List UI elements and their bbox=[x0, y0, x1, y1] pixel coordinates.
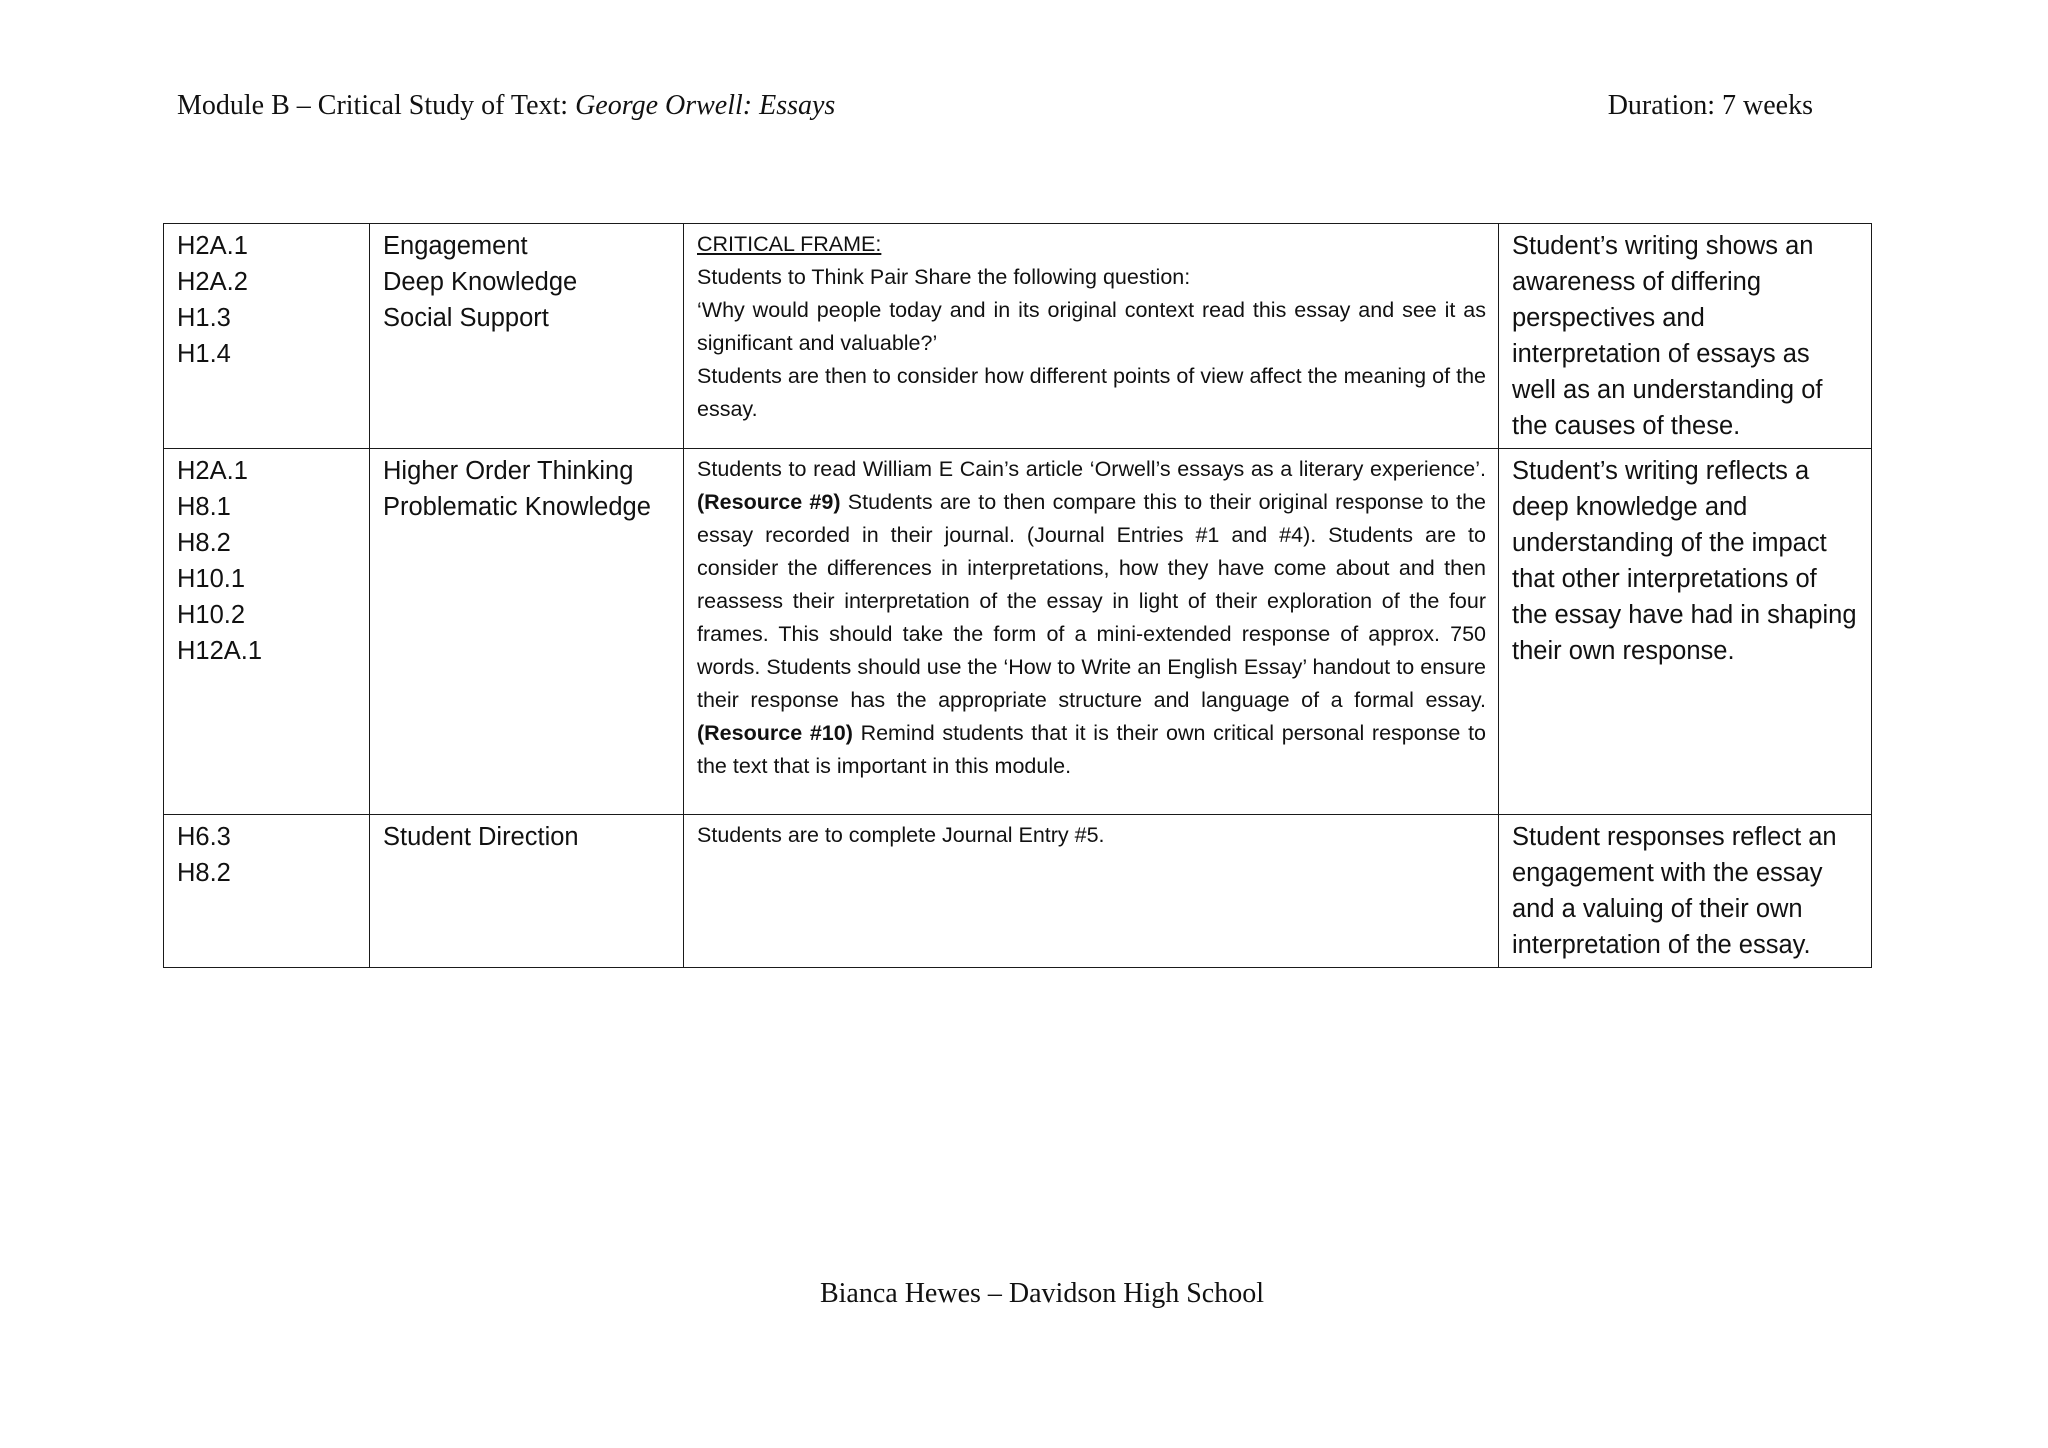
outcomes-cell bbox=[164, 815, 370, 968]
outcome-code: H2A.1 bbox=[177, 457, 248, 485]
assessment-cell bbox=[1499, 449, 1872, 815]
outcomes-cell bbox=[164, 449, 370, 815]
outcomes-cell bbox=[164, 224, 370, 449]
qt-element: Problematic Knowledge bbox=[383, 493, 651, 521]
outcome-code: H2A.1 bbox=[177, 232, 248, 260]
duration-label: Duration: 7 weeks bbox=[1607, 90, 1813, 121]
qt-element: Social Support bbox=[383, 304, 549, 332]
activity-text: Students to Think Pair Share the following question: bbox=[697, 265, 1191, 289]
activity-cell bbox=[684, 224, 1499, 449]
outcome-code: H1.4 bbox=[177, 340, 231, 368]
activity-cell bbox=[684, 815, 1499, 968]
qt-elements-cell bbox=[370, 449, 684, 815]
table-row bbox=[164, 224, 1872, 449]
qt-element: Higher Order Thinking bbox=[383, 457, 634, 485]
text-title: George Orwell: Essays bbox=[575, 90, 836, 121]
module-title-text: Module B – Critical Study of Text: bbox=[177, 90, 576, 121]
outcome-code: H10.2 bbox=[177, 601, 246, 629]
qt-elements-cell bbox=[370, 815, 684, 968]
page-footer bbox=[0, 1276, 2048, 1312]
outcome-code: H6.3 bbox=[177, 823, 231, 851]
outcome-code: H8.2 bbox=[177, 859, 231, 887]
critical-frame-heading: CRITICAL FRAME: bbox=[697, 232, 882, 256]
table-row bbox=[164, 449, 1872, 815]
assessment-cell bbox=[1499, 224, 1872, 449]
resource-reference: (Resource #10) bbox=[697, 721, 853, 745]
outcome-code: H12A.1 bbox=[177, 637, 263, 665]
activity-question: ‘Why would people today and in its original context read this essay and see it as significant and valuable?’ bbox=[697, 298, 1486, 355]
assessment-text: Student’s writing shows an awareness of differing perspectives and interpretation of essays as well as an understanding of the causes of these. bbox=[1512, 232, 1823, 440]
activity-text: Remind students that it is their own critical personal response to the text that is important in this module. bbox=[697, 721, 1486, 778]
assessment-text: Student responses reflect an engagement with the essay and a valuing of their own interpretation of the essay. bbox=[1512, 823, 1837, 959]
page-header bbox=[177, 88, 1813, 128]
assessment-cell bbox=[1499, 815, 1872, 968]
table-row bbox=[164, 815, 1872, 968]
module-title bbox=[177, 88, 835, 124]
qt-element: Deep Knowledge bbox=[383, 268, 578, 296]
author-school: Bianca Hewes – Davidson High School bbox=[819, 1278, 1265, 1309]
assessment-text: Student’s writing reflects a deep knowledge and understanding of the impact that other interpretations of the essay have had in shaping their own response. bbox=[1512, 457, 1857, 665]
unit-plan-table bbox=[163, 223, 1872, 968]
outcome-code: H2A.2 bbox=[177, 268, 248, 296]
qt-element: Engagement bbox=[383, 232, 528, 260]
activity-text: Students are then to consider how different points of view affect the meaning of the essay. bbox=[697, 364, 1486, 421]
outcome-code: H8.2 bbox=[177, 529, 231, 557]
qt-element: Student Direction bbox=[383, 823, 579, 851]
activity-text: Students to read William E Cain’s article ‘Orwell’s essays as a literary experience’. bbox=[697, 457, 1486, 481]
outcome-code: H8.1 bbox=[177, 493, 231, 521]
outcome-code: H1.3 bbox=[177, 304, 231, 332]
qt-elements-cell bbox=[370, 224, 684, 449]
activity-cell bbox=[684, 449, 1499, 815]
activity-text: Students are to then compare this to their original response to the essay recorded in their journal. (Journal Entries #1 and #4). Students are to consider the differences in interpretations, how they have come about and then reassess their interpretation of the essay in light of their exploration of the four frames. This should take the form of a mini-extended response of approx. 750 words. Students should use the ‘How to Write an English Essay’ handout to ensure their response has the appropriate structure and language of a formal essay. bbox=[697, 490, 1487, 712]
resource-reference: (Resource #9) bbox=[697, 490, 841, 514]
activity-text: Students are to complete Journal Entry #5. bbox=[697, 823, 1105, 847]
outcome-code: H10.1 bbox=[177, 565, 246, 593]
